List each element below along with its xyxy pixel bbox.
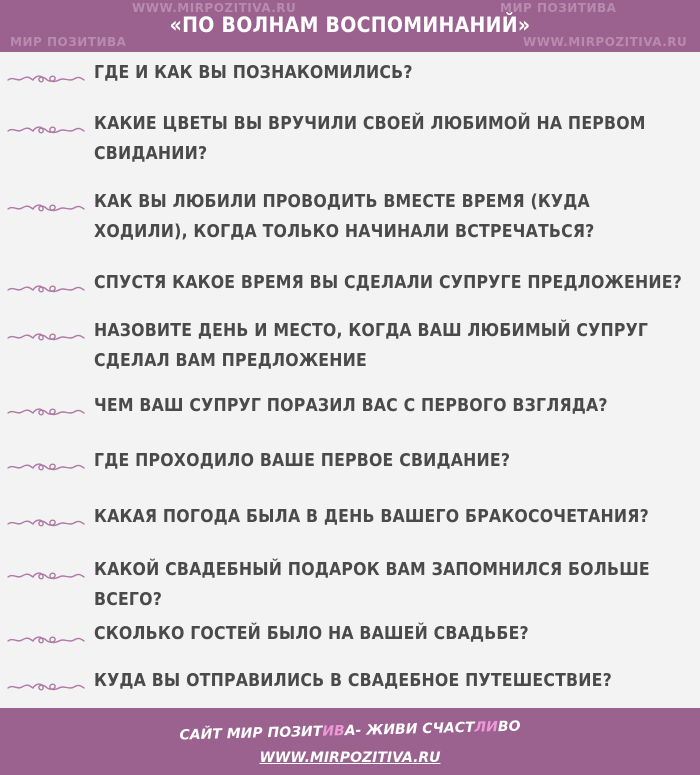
- footer-text: САЙТ МИР ПОЗИТ: [179, 723, 323, 744]
- footer-link[interactable]: WWW.MIRPOZITIVA.RU: [259, 750, 441, 766]
- question-text: СКОЛЬКО ГОСТЕЙ БЫЛО НА ВАШЕЙ СВАДЬБЕ?: [94, 624, 529, 644]
- footer-text: ЛИ: [474, 719, 499, 736]
- footer-banner: [0, 708, 700, 775]
- swirl-ornament-icon: [7, 632, 85, 646]
- swirl-ornament-icon: [7, 404, 85, 418]
- swirl-ornament-icon: [7, 71, 85, 85]
- swirl-ornament-icon: [7, 515, 85, 529]
- swirl-ornament-icon: [7, 679, 85, 693]
- swirl-ornament-icon: [7, 200, 85, 214]
- swirl-ornament-icon: [7, 281, 85, 295]
- footer-text: ИВ: [322, 723, 345, 740]
- question-text: КАКИЕ ЦВЕТЫ ВЫ ВРУЧИЛИ СВОЕЙ ЛЮБИМОЙ НА ПЕРВОМ СВИДАНИИ?: [94, 114, 646, 164]
- page-title: «ПО ВОЛНАМ ВОСПОМИНАНИЙ»: [169, 13, 531, 37]
- question-text: НАЗОВИТЕ ДЕНЬ И МЕСТО, КОГДА ВАШ ЛЮБИМЫЙ СУПРУГ СДЕЛАЛ ВАМ ПРЕДЛОЖЕНИЕ: [94, 321, 649, 371]
- swirl-ornament-icon: [7, 329, 85, 343]
- question-text: КАКАЯ ПОГОДА БЫЛА В ДЕНЬ ВАШЕГО БРАКОСОЧЕТАНИЯ?: [94, 507, 649, 527]
- footer-text: А- ЖИВИ СЧАСТ: [344, 719, 475, 740]
- watermark: WWW.MIRPOZITIVA.RU: [132, 1, 297, 15]
- watermark: МИР ПОЗИТИВА: [10, 35, 127, 49]
- question-text: КАК ВЫ ЛЮБИЛИ ПРОВОДИТЬ ВМЕСТЕ ВРЕМЯ (КУДА ХОДИЛИ), КОГДА ТОЛЬКО НАЧИНАЛИ ВСТРЕЧАТЬСЯ?: [94, 192, 595, 242]
- question-text: СПУСТЯ КАКОЕ ВРЕМЯ ВЫ СДЕЛАЛИ СУПРУГЕ ПРЕДЛОЖЕНИЕ?: [94, 273, 683, 293]
- swirl-ornament-icon: [7, 122, 85, 136]
- watermark: МИР ПОЗИТИВА: [500, 1, 617, 15]
- swirl-ornament-icon: [7, 459, 85, 473]
- question-text: ГДЕ ПРОХОДИЛО ВАШЕ ПЕРВОЕ СВИДАНИЕ?: [94, 451, 511, 471]
- question-text: КУДА ВЫ ОТПРАВИЛИСЬ В СВАДЕБНОЕ ПУТЕШЕСТВИЕ?: [94, 671, 612, 691]
- question-text: ГДЕ И КАК ВЫ ПОЗНАКОМИЛИСЬ?: [94, 63, 413, 83]
- question-text: ЧЕМ ВАШ СУПРУГ ПОРАЗИЛ ВАС С ПЕРВОГО ВЗГЛЯДА?: [94, 396, 608, 416]
- swirl-ornament-icon: [7, 568, 85, 582]
- footer-slogan: [0, 714, 700, 748]
- header-banner: [0, 0, 700, 52]
- watermark: WWW.MIRPOZITIVA.RU: [523, 35, 688, 49]
- question-text: КАКОЙ СВАДЕБНЫЙ ПОДАРОК ВАМ ЗАПОМНИЛСЯ БОЛЬШЕ ВСЕГО?: [94, 560, 650, 610]
- footer-text: ВО: [497, 718, 521, 736]
